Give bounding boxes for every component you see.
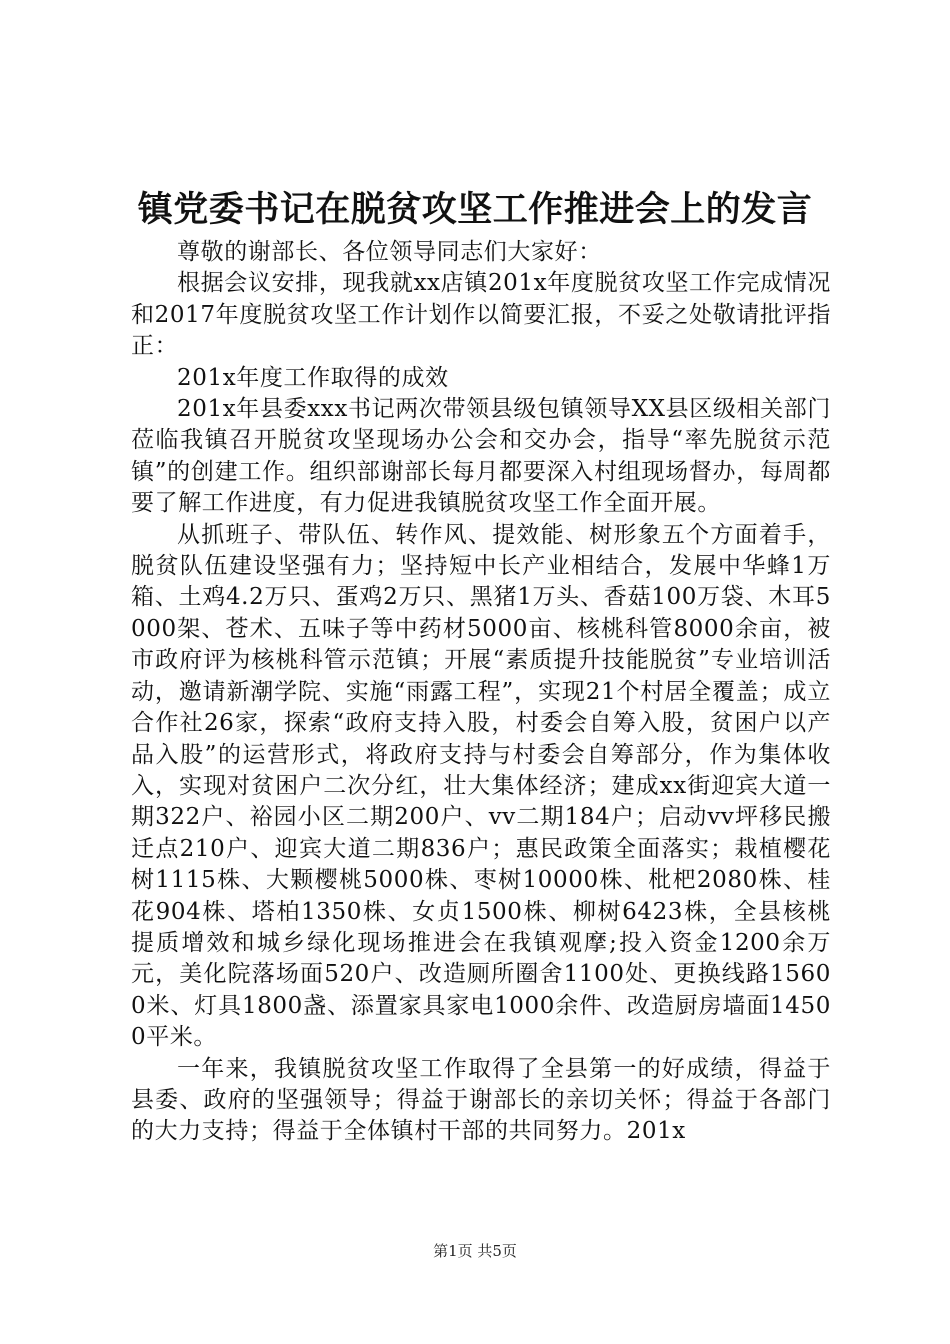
section-heading: 201x年度工作取得的成效	[177, 364, 449, 391]
body-paragraph: 一年来，我镇脱贫攻坚工作取得了全县第一的好成绩，得益于县委、政府的坚强领导；得益于谢部长的亲切关怀；得益于各部门的大力支持；得益于全体镇村干部的共同努力。201x	[131, 1055, 831, 1145]
intro-paragraph: 根据会议安排，现我就xx店镇201x年度脱贫攻坚工作完成情况和2017年度脱贫攻坚工作计划作以简要汇报，不妥之处敬请批评指正：	[131, 270, 831, 360]
body-paragraph: 从抓班子、带队伍、转作风、提效能、树形象五个方面着手，脱贫队伍建设坚强有力；坚持短中长产业相结合，发展中华蜂1万箱、土鸡4.2万只、蛋鸡2万只、黑猪1万头、香菇100万袋、木耳5000架、苍术、五味子等中药材5000亩、核桃科管8000余亩，被市政府评为核桃科管示范镇；开展“素质提升技能脱贫”专业培训活动，邀请新潮学院、实施“雨露工程”，实现21个村居全覆盖；成立合作社26家，探索“政府支持入股，村委会自筹入股，贫困户以产品入股”的运营形式，将政府支持与村委会自筹部分，作为集体收入，实现对贫困户二次分红，壮大集体经济；建成xx街迎宾大道一期322户、裕园小区二期200户、vv二期184户；启动vv坪移民搬迁点210户、迎宾大道二期836户；惠民政策全面落实；栽植樱花树1115株、大颗樱桃5000株、枣树10000株、枇杷2080株、桂花904株、塔柏1350株、女贞1500株、柳树6423株，全县核桃提质增效和城乡绿化现场推进会在我镇观摩;投入资金1200余万元，美化院落场面520户、改造厕所圈舍1100处、更换线路15600米、灯具1800盏、添置家具家电1000余件、改造厨房墙面14500平米。	[131, 521, 831, 1051]
document-body	[131, 237, 831, 1148]
salutation-paragraph: 尊敬的谢部长、各位领导同志们大家好：	[177, 239, 602, 265]
page-number-footer: 第1页 共5页	[433, 1242, 517, 1260]
document-title: 镇党委书记在脱贫攻坚工作推进会上的发言	[137, 189, 813, 230]
body-paragraph: 201x年县委xxx书记两次带领县级包镇领导XX县区级相关部门莅临我镇召开脱贫攻坚现场办公会和交办会，指导“率先脱贫示范镇”的创建工作。组织部谢部长每月都要深入村组现场督办，每周都要了解工作进度，有力促进我镇脱贫攻坚工作全面开展。	[131, 396, 831, 517]
